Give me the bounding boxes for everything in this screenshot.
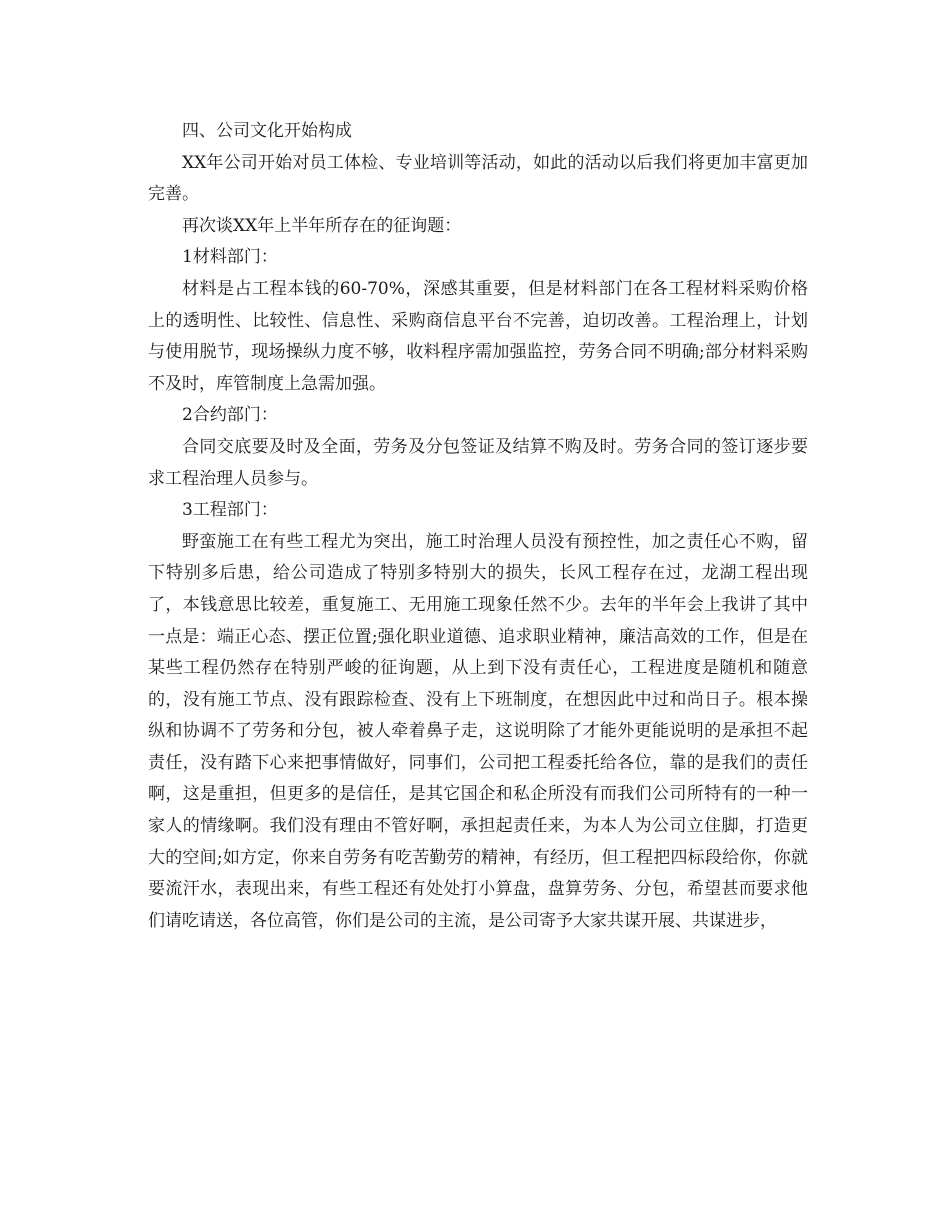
paragraph-culture: XX年公司开始对员工体检、专业培训等活动，如此的活动以后我们将更加丰富更加完善。: [148, 152, 808, 205]
paragraph-engineering-dept: 野蛮施工在有些工程尤为突出，施工时治理人员没有预控性，加之责任心不购，留下特别多后患，给公司造成了特别多特别大的损失，长风工程存在过，龙湖工程出现了，本钱意思比较差，重复施工、无用施工现象任然不少。去年的半年会上我讲了其中一点是：端正心态、摆正位置;强化职业道德、追求职业精神，廉洁高效的工作，但是在某些工程仍然存在特别严峻的征询题，从上到下没有责任心，工程进度是随机和随意的，没有施工节点、没有跟踪检查、没有上下班制度，在想因此中过和尚日子。根本操纵和协调不了劳务和分包，被人牵着鼻子走，这说明除了才能外更能说明的是承担不起责任，没有踏下心来把事情做好，同事们，公司把工程委托给各位，靠的是我们的责任啊，这是重担，但更多的是信任，是其它国企和私企所没有而我们公司所特有的一种一家人的情缘啊。我们没有理由不管好啊，承担起责任来，为本人为公司立住脚，打造更大的空间;如方定，你来自劳务有吃苦勤劳的精神，有经历，但工程把四标段给你，你就要流汗水，表现出来，有些工程还有处处打小算盘，盘算劳务、分包，希望甚而要求他们请吃请送，各位高管，你们是公司的主流，是公司寄予大家共谋开展、共谋进步，: [148, 531, 808, 931]
paragraph-materials-dept: 材料是占工程本钱的60-70%，深感其重要，但是材料部门在各工程材料采购价格上的透明性、比较性、信息性、采购商信息平台不完善，迫切改善。工程治理上，计划与使用脱节，现场操纵力度不够，收料程序需加强监控，劳务合同不明确;部分材料采购不及时，库管制度上急需加强。: [148, 278, 808, 394]
paragraph-contracts-dept: 合同交底要及时及全面，劳务及分包签证及结算不购及时。劳务合同的签订逐步要求工程治理人员参与。: [148, 436, 808, 489]
subheading-materials-dept: 1材料部门：: [182, 247, 278, 268]
document-body: [148, 116, 808, 937]
paragraph-problems-intro: 再次谈XX年上半年所存在的征询题：: [182, 215, 462, 236]
subheading-contracts-dept: 2合约部门：: [182, 405, 278, 426]
section-heading-culture: 四、公司文化开始构成: [182, 121, 352, 141]
subheading-engineering-dept: 3工程部门：: [182, 500, 278, 521]
